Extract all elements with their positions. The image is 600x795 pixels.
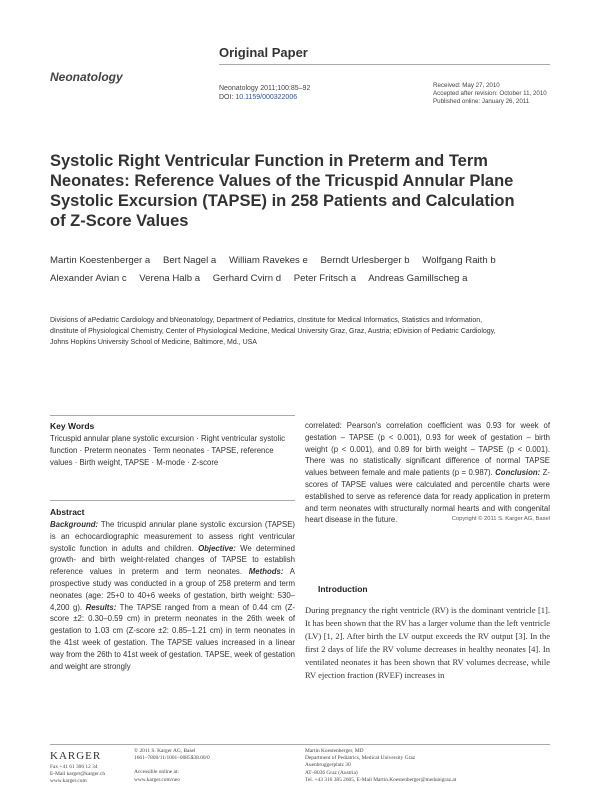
header-rule (219, 64, 550, 65)
article-type-label: Original Paper (219, 45, 308, 60)
author: Berndt Urlesberger b (320, 255, 410, 266)
issn: 1661–7800/11/1001–0085$38.00/0 (134, 755, 210, 762)
abstract-heading: Abstract (50, 507, 85, 517)
author: Wolfgang Raith b (422, 255, 496, 266)
doi-link[interactable]: 10.1159/000322006 (235, 94, 298, 101)
footer-rule (50, 744, 550, 745)
abstract-text (50, 519, 295, 672)
abstract-continued (305, 420, 550, 526)
author: Bert Nagel a (162, 255, 217, 266)
corr-city: AT–8036 Graz (Austria) (305, 769, 358, 776)
citation-block (219, 84, 310, 102)
citation: Neonatology 2011;100:85–92 (219, 85, 311, 92)
journal-logo: Neonatology (50, 70, 123, 84)
author: Verena Halb a (139, 273, 201, 284)
corr-contact: Tel. +43 316 385 2605, E-Mail Martin.Koestenberger@medunigraz.at (305, 776, 457, 783)
doi-line (219, 93, 310, 102)
correspondence (305, 748, 456, 784)
online-label: Accessible online at: (134, 769, 179, 776)
published-date: Published online: January 26, 2011 (433, 98, 530, 105)
results-label: Results: (85, 602, 117, 612)
online-url: www.karger.com/neo (134, 776, 180, 783)
author: Andreas Gamillscheg a (368, 273, 468, 284)
objective-label: Objective: (198, 543, 236, 553)
author: Gerhard Cvirn d (212, 273, 282, 284)
author: Martin Koestenberger a (50, 255, 151, 266)
author-list (50, 252, 510, 288)
keywords-rule (50, 415, 295, 416)
footer-copyright: © 2011 S. Karger AG, Basel (134, 748, 196, 754)
author: William Ravekes e (228, 255, 308, 266)
publisher-contact (50, 764, 105, 786)
conclusion-text: Z-scores of TAPSE values were calculated and percentile charts were established to serve as reference data for ready application in preterm and term neonates with structurally normal hearts and with congenital heart disease in the future. (305, 468, 550, 525)
author: Alexander Avian c (50, 273, 127, 284)
article-title: Systolic Right Ventricular Function in Preterm and Term Neonates: Reference Values of the Tricuspid Annular Plane Systolic Excursion (TAPSE) in 258 Patients and Calculation of Z-Score Values (50, 152, 515, 230)
results-text-continued: correlated: Pearson's correlation coefficient was 0.93 for week of gestation – TAPSE (p < 0.001), 0.93 for week of gestation – birth weight (p < 0.001), and 0.89 for birth weight – TAPSE (p < 0.001). There was no statistically significant difference of normal TAPSE values between female and male patients (p = 0.987). (305, 421, 550, 478)
corr-street: Auenbruggerplatz 30 (305, 762, 351, 769)
background-text: The tricuspid annular plane systolic excursion (TAPSE) is an echocardiographic measurement to assess right ventricular systolic function in adults and children. (50, 520, 295, 553)
accepted-date: Accepted after revision: October 11, 2010 (433, 90, 547, 97)
keywords-text: Tricuspid annular plane systolic excursion · Right ventricular systolic function · Preterm neonates · Term neonates · TAPSE, reference values · Birth weight, TAPSE · M-mode · Z-score (50, 434, 286, 467)
fax: Fax +41 61 306 12 34 (50, 764, 98, 770)
methods-label: Methods: (248, 567, 284, 577)
methods-text: A prospective study was conducted in a group of 258 preterm and term neonates (age: 25+0 to 40+6 weeks of gestation, birth weight: 530–4,200 g). (50, 567, 295, 612)
corr-dept: Department of Pediatrics, Medical University Graz (305, 755, 416, 762)
corr-name: Martin Koestenberger, MD (305, 748, 364, 754)
received-date: Received: May 27, 2010 (433, 82, 500, 89)
objective-text: We determined growth- and birth weight-related changes of TAPSE to establish reference values in preterm and term neonates. (50, 543, 295, 577)
conclusion-label: Conclusion: (495, 468, 541, 478)
doi-label: DOI: (219, 94, 236, 101)
keywords-heading: Key Words (50, 421, 95, 431)
publisher-logo: KARGER (50, 750, 102, 762)
email: E-Mail karger@karger.ch (50, 771, 106, 778)
background-label: Background: (50, 520, 99, 529)
abstract-rule (50, 500, 295, 501)
abstract-copyright: Copyright © 2011 S. Karger AG, Basel (451, 516, 550, 523)
author: Peter Fritsch a (293, 273, 357, 284)
website: www.karger.com (50, 778, 87, 785)
dates-block (433, 82, 547, 106)
affiliations: Divisions of aPediatric Cardiology and bNeonatology, Department of Pediatrics, cInstitute for Medical Informatics, Statistics and Information, dInstitute of Physiological Chemistry, Center of Physiological Medicine, Medical University Graz, Graz, Austria; eDivision of Pediatric Cardiology, Johns Hopkins University School of Medicine, Baltimore, Md., USA (50, 317, 496, 346)
results-text: The TAPSE ranged from a mean of 0.44 cm (Z-score ±2: 0.30–0.59 cm) in preterm neonates in the 26th week of gestation to 1.03 cm (Z-score ±2: 0.85–1.21 cm) in term neonates in the 41st week of gestation. The TAPSE values increased in a linear way from the 26th to 41st week of gestation. TAPSE, week of gestation and weight are strongly (50, 602, 295, 671)
introduction-heading: Introduction (318, 584, 368, 594)
publication-info (134, 748, 210, 784)
introduction-text: During pregnancy the right ventricle (RV) is the dominant ventricle [1]. It has been shown that the RV has a larger volume than the left ventricle (LV) [1, 2]. After birth the LV output exceeds the RV output [3]. In the first 2 days of life the RV volume decreases in healthy neonates [4]. In ventilated neonates it has been shown that RV volumes decrease, while RV ejection fraction (RVEF) increases in (305, 605, 550, 680)
